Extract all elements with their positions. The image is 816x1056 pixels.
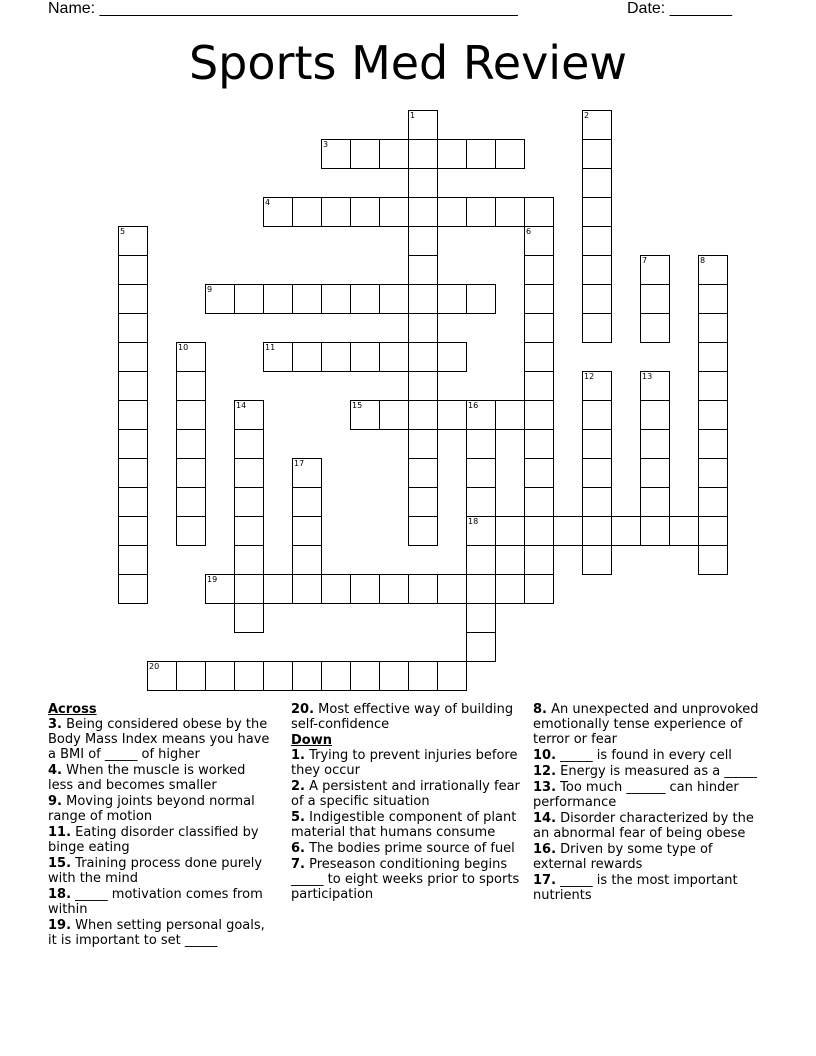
grid-cell[interactable]	[408, 661, 438, 691]
grid-cell[interactable]	[524, 574, 554, 604]
grid-cell[interactable]	[350, 197, 380, 227]
clue-item	[48, 856, 274, 886]
clue-number: 9	[207, 285, 213, 294]
clue-num: 6.	[291, 841, 305, 856]
clue-item	[291, 748, 523, 778]
clue-number: 10	[178, 343, 189, 352]
grid-cell[interactable]	[350, 574, 380, 604]
clue-num: 1.	[291, 748, 305, 763]
grid-cell[interactable]	[408, 313, 438, 343]
grid-cell[interactable]	[437, 342, 467, 372]
clue-text: Most effective way of building self-confidence	[291, 702, 514, 732]
clue-text: Energy is measured as a _____	[556, 764, 757, 779]
grid-cell[interactable]	[118, 516, 148, 546]
grid-cell[interactable]	[524, 255, 554, 285]
clue-num: 13.	[533, 780, 557, 795]
grid-cell[interactable]	[321, 284, 351, 314]
grid-cell[interactable]	[292, 661, 322, 691]
clue-text: _____ motivation comes from within	[48, 887, 263, 917]
grid-cell[interactable]	[698, 371, 728, 401]
grid-cell[interactable]	[234, 429, 264, 459]
grid-cell[interactable]	[408, 516, 438, 546]
clue-number: 11	[265, 343, 276, 352]
clue-number: 4	[265, 198, 271, 207]
clue-item	[48, 825, 274, 855]
clue-num: 3.	[48, 717, 62, 732]
across-heading: Across	[48, 702, 97, 717]
grid-cell[interactable]	[176, 371, 206, 401]
clue-item	[291, 702, 523, 732]
grid-cell[interactable]	[234, 545, 264, 575]
clue-text: Too much ______ can hinder performance	[533, 780, 739, 810]
grid-cell[interactable]	[524, 429, 554, 459]
grid-cell[interactable]	[118, 342, 148, 372]
grid-cell[interactable]	[466, 574, 496, 604]
grid-cell[interactable]	[698, 545, 728, 575]
grid-cell[interactable]	[698, 458, 728, 488]
grid-cell[interactable]	[495, 574, 525, 604]
clue-text: When the muscle is worked less and becomes smaller	[48, 763, 246, 793]
clue-number: 8	[700, 256, 706, 265]
clue-number: 18	[468, 517, 479, 526]
grid-cell[interactable]	[379, 342, 409, 372]
grid-cell[interactable]	[292, 574, 322, 604]
clue-num: 11.	[48, 825, 72, 840]
grid-cell[interactable]	[582, 255, 612, 285]
clue-text: A persistent and irrationally fear of a specific situation	[291, 779, 520, 809]
grid-cell[interactable]	[640, 458, 670, 488]
grid-cell[interactable]	[495, 400, 525, 430]
clues-column-3	[533, 702, 765, 904]
grid-cell[interactable]	[379, 661, 409, 691]
grid-cell[interactable]	[234, 458, 264, 488]
grid-cell[interactable]	[292, 197, 322, 227]
grid-cell[interactable]	[698, 429, 728, 459]
grid-cell[interactable]	[379, 574, 409, 604]
grid-cell[interactable]	[321, 342, 351, 372]
clue-text: Training process done purely with the mind	[48, 856, 263, 886]
grid-cell[interactable]	[176, 487, 206, 517]
clue-num: 12.	[533, 764, 557, 779]
clue-item	[48, 763, 274, 793]
clue-num: 5.	[291, 810, 305, 825]
grid-cell[interactable]	[437, 400, 467, 430]
grid-cell[interactable]	[524, 487, 554, 517]
grid-cell[interactable]	[640, 313, 670, 343]
clue-item	[291, 841, 523, 856]
grid-cell[interactable]	[466, 284, 496, 314]
clue-text: An unexpected and unprovoked emotionally tense experience of terror or fear	[533, 702, 759, 747]
grid-cell[interactable]	[350, 284, 380, 314]
grid-cell[interactable]	[640, 487, 670, 517]
grid-cell[interactable]	[495, 139, 525, 169]
grid-cell[interactable]	[118, 429, 148, 459]
grid-cell[interactable]	[118, 255, 148, 285]
grid-cell[interactable]	[495, 516, 525, 546]
grid-cell[interactable]	[408, 284, 438, 314]
grid-cell[interactable]	[408, 168, 438, 198]
clue-number: 1	[410, 111, 416, 120]
grid-cell[interactable]	[582, 226, 612, 256]
grid-cell[interactable]	[582, 429, 612, 459]
grid-cell[interactable]	[582, 400, 612, 430]
grid-cell[interactable]	[234, 487, 264, 517]
grid-cell[interactable]	[640, 429, 670, 459]
clue-number: 7	[642, 256, 648, 265]
grid-cell[interactable]	[176, 429, 206, 459]
clue-number: 12	[584, 372, 595, 381]
grid-cell[interactable]	[292, 516, 322, 546]
down-heading: Down	[291, 733, 332, 748]
clue-num: 17.	[533, 873, 557, 888]
clue-num: 4.	[48, 763, 62, 778]
grid-cell[interactable]	[176, 458, 206, 488]
grid-cell[interactable]	[234, 661, 264, 691]
grid-cell[interactable]	[582, 458, 612, 488]
clue-num: 7.	[291, 857, 305, 872]
grid-cell[interactable]	[495, 197, 525, 227]
clue-item	[48, 918, 274, 948]
grid-cell[interactable]	[292, 284, 322, 314]
grid-cell[interactable]	[669, 516, 699, 546]
clue-num: 2.	[291, 779, 305, 794]
grid-cell[interactable]	[292, 342, 322, 372]
grid-cell[interactable]	[408, 255, 438, 285]
clue-item	[48, 887, 274, 917]
grid-cell[interactable]	[437, 139, 467, 169]
clue-text: When setting personal goals, it is important to set _____	[48, 918, 265, 948]
clue-num: 15.	[48, 856, 72, 871]
clue-num: 10.	[533, 748, 557, 763]
grid-cell[interactable]	[408, 458, 438, 488]
grid-cell[interactable]	[292, 487, 322, 517]
grid-cell[interactable]	[379, 284, 409, 314]
clue-num: 18.	[48, 887, 72, 902]
grid-cell[interactable]	[524, 458, 554, 488]
grid-cell[interactable]	[437, 574, 467, 604]
grid-cell[interactable]	[437, 284, 467, 314]
clues-column-1	[48, 702, 274, 949]
grid-cell[interactable]	[408, 574, 438, 604]
grid-cell[interactable]	[379, 139, 409, 169]
grid-cell[interactable]	[408, 197, 438, 227]
grid-cell[interactable]	[582, 139, 612, 169]
clue-number: 17	[294, 459, 305, 468]
clue-item	[533, 748, 765, 763]
clue-num: 20.	[291, 702, 315, 717]
grid-cell[interactable]	[118, 371, 148, 401]
clue-text: Trying to prevent injuries before they occur	[291, 748, 518, 778]
grid-cell[interactable]	[118, 458, 148, 488]
grid-cell[interactable]	[582, 487, 612, 517]
grid-cell[interactable]	[698, 313, 728, 343]
grid-cell[interactable]	[350, 661, 380, 691]
grid-cell[interactable]	[408, 342, 438, 372]
clue-item	[291, 857, 523, 902]
grid-cell[interactable]	[408, 371, 438, 401]
clue-item	[291, 779, 523, 809]
clue-text: Moving joints beyond normal range of motion	[48, 794, 255, 824]
grid-cell[interactable]	[176, 400, 206, 430]
clue-item	[533, 764, 765, 779]
clue-number: 5	[120, 227, 126, 236]
clue-num: 14.	[533, 811, 557, 826]
page-title: Sports Med Review	[188, 36, 627, 90]
grid-cell[interactable]	[321, 197, 351, 227]
date-label: Date: _______	[627, 0, 732, 17]
clue-text: Eating disorder classified by binge eating	[48, 825, 259, 855]
grid-cell[interactable]	[466, 429, 496, 459]
clue-item	[533, 702, 765, 747]
clue-text: Being considered obese by the Body Mass Index means you have a BMI of _____ of higher	[48, 717, 270, 762]
grid-cell[interactable]	[524, 313, 554, 343]
grid-cell[interactable]	[263, 574, 293, 604]
grid-cell[interactable]	[408, 487, 438, 517]
grid-cell[interactable]	[350, 342, 380, 372]
grid-cell[interactable]	[582, 545, 612, 575]
clue-number: 6	[526, 227, 532, 236]
clue-text: _____ is found in every cell	[556, 748, 732, 763]
grid-cell[interactable]	[698, 400, 728, 430]
clue-number: 3	[323, 140, 329, 149]
grid-cell[interactable]	[118, 487, 148, 517]
grid-cell[interactable]	[524, 516, 554, 546]
grid-cell[interactable]	[524, 284, 554, 314]
grid-cell[interactable]	[118, 313, 148, 343]
clue-number: 19	[207, 575, 218, 584]
clue-num: 9.	[48, 794, 62, 809]
clue-text: Driven by some type of external rewards	[533, 842, 713, 872]
clue-item	[291, 810, 523, 840]
clues-column-2	[291, 702, 523, 903]
grid-cell[interactable]	[640, 400, 670, 430]
grid-cell[interactable]	[698, 342, 728, 372]
grid-cell[interactable]	[466, 632, 496, 662]
grid-cell[interactable]	[524, 545, 554, 575]
grid-cell[interactable]	[263, 284, 293, 314]
clue-text: The bodies prime source of fuel	[304, 841, 515, 856]
grid-cell[interactable]	[582, 284, 612, 314]
grid-cell[interactable]	[234, 516, 264, 546]
grid-cell[interactable]	[118, 545, 148, 575]
name-label: Name: _______________________________________________	[48, 0, 518, 17]
clue-item	[533, 873, 765, 903]
grid-cell[interactable]	[553, 516, 583, 546]
grid-cell[interactable]	[582, 516, 612, 546]
grid-cell[interactable]	[234, 603, 264, 633]
grid-cell[interactable]	[611, 516, 641, 546]
grid-cell[interactable]	[524, 371, 554, 401]
clue-text: Preseason conditioning begins _____ to eight weeks prior to sports participation	[291, 857, 520, 902]
grid-cell[interactable]	[234, 284, 264, 314]
clue-number: 14	[236, 401, 247, 410]
grid-cell[interactable]	[176, 661, 206, 691]
grid-cell[interactable]	[321, 661, 351, 691]
clue-item	[533, 842, 765, 872]
grid-cell[interactable]	[408, 429, 438, 459]
grid-cell[interactable]	[466, 603, 496, 633]
grid-cell[interactable]	[350, 139, 380, 169]
clue-number: 15	[352, 401, 363, 410]
grid-cell[interactable]	[379, 400, 409, 430]
grid-cell[interactable]	[582, 197, 612, 227]
clue-item	[48, 794, 274, 824]
grid-cell[interactable]	[292, 545, 322, 575]
grid-cell[interactable]	[408, 226, 438, 256]
grid-cell[interactable]	[640, 516, 670, 546]
grid-cell[interactable]	[234, 574, 264, 604]
grid-cell[interactable]	[466, 545, 496, 575]
grid-cell[interactable]	[118, 574, 148, 604]
grid-cell[interactable]	[437, 197, 467, 227]
grid-cell[interactable]	[118, 284, 148, 314]
grid-cell[interactable]	[205, 661, 235, 691]
grid-cell[interactable]	[698, 516, 728, 546]
grid-cell[interactable]	[582, 313, 612, 343]
clue-text: Disorder characterized by the an abnormal fear of being obese	[533, 811, 754, 841]
grid-cell[interactable]	[466, 197, 496, 227]
grid-cell[interactable]	[408, 400, 438, 430]
grid-cell[interactable]	[466, 139, 496, 169]
grid-cell[interactable]	[466, 487, 496, 517]
grid-cell[interactable]	[698, 487, 728, 517]
grid-cell[interactable]	[118, 400, 148, 430]
clue-num: 8.	[533, 702, 547, 717]
grid-cell[interactable]	[640, 284, 670, 314]
clue-text: _____ is the most important nutrients	[533, 873, 738, 903]
grid-cell[interactable]	[524, 400, 554, 430]
grid-cell[interactable]	[524, 342, 554, 372]
clue-number: 16	[468, 401, 479, 410]
grid-cell[interactable]	[379, 197, 409, 227]
grid-cell[interactable]	[263, 661, 293, 691]
grid-cell[interactable]	[321, 574, 351, 604]
clue-item	[533, 811, 765, 841]
grid-cell[interactable]	[408, 139, 438, 169]
clue-number: 20	[149, 662, 160, 671]
grid-cell[interactable]	[466, 458, 496, 488]
clue-item	[48, 717, 274, 762]
grid-cell[interactable]	[524, 197, 554, 227]
clue-num: 16.	[533, 842, 557, 857]
grid-cell[interactable]	[582, 168, 612, 198]
clue-text: Indigestible component of plant material that humans consume	[291, 810, 517, 840]
clue-number: 13	[642, 372, 653, 381]
clue-num: 19.	[48, 918, 72, 933]
grid-cell[interactable]	[698, 284, 728, 314]
grid-cell[interactable]	[437, 661, 467, 691]
clue-number: 2	[584, 111, 590, 120]
clue-item	[533, 780, 765, 810]
grid-cell[interactable]	[176, 516, 206, 546]
